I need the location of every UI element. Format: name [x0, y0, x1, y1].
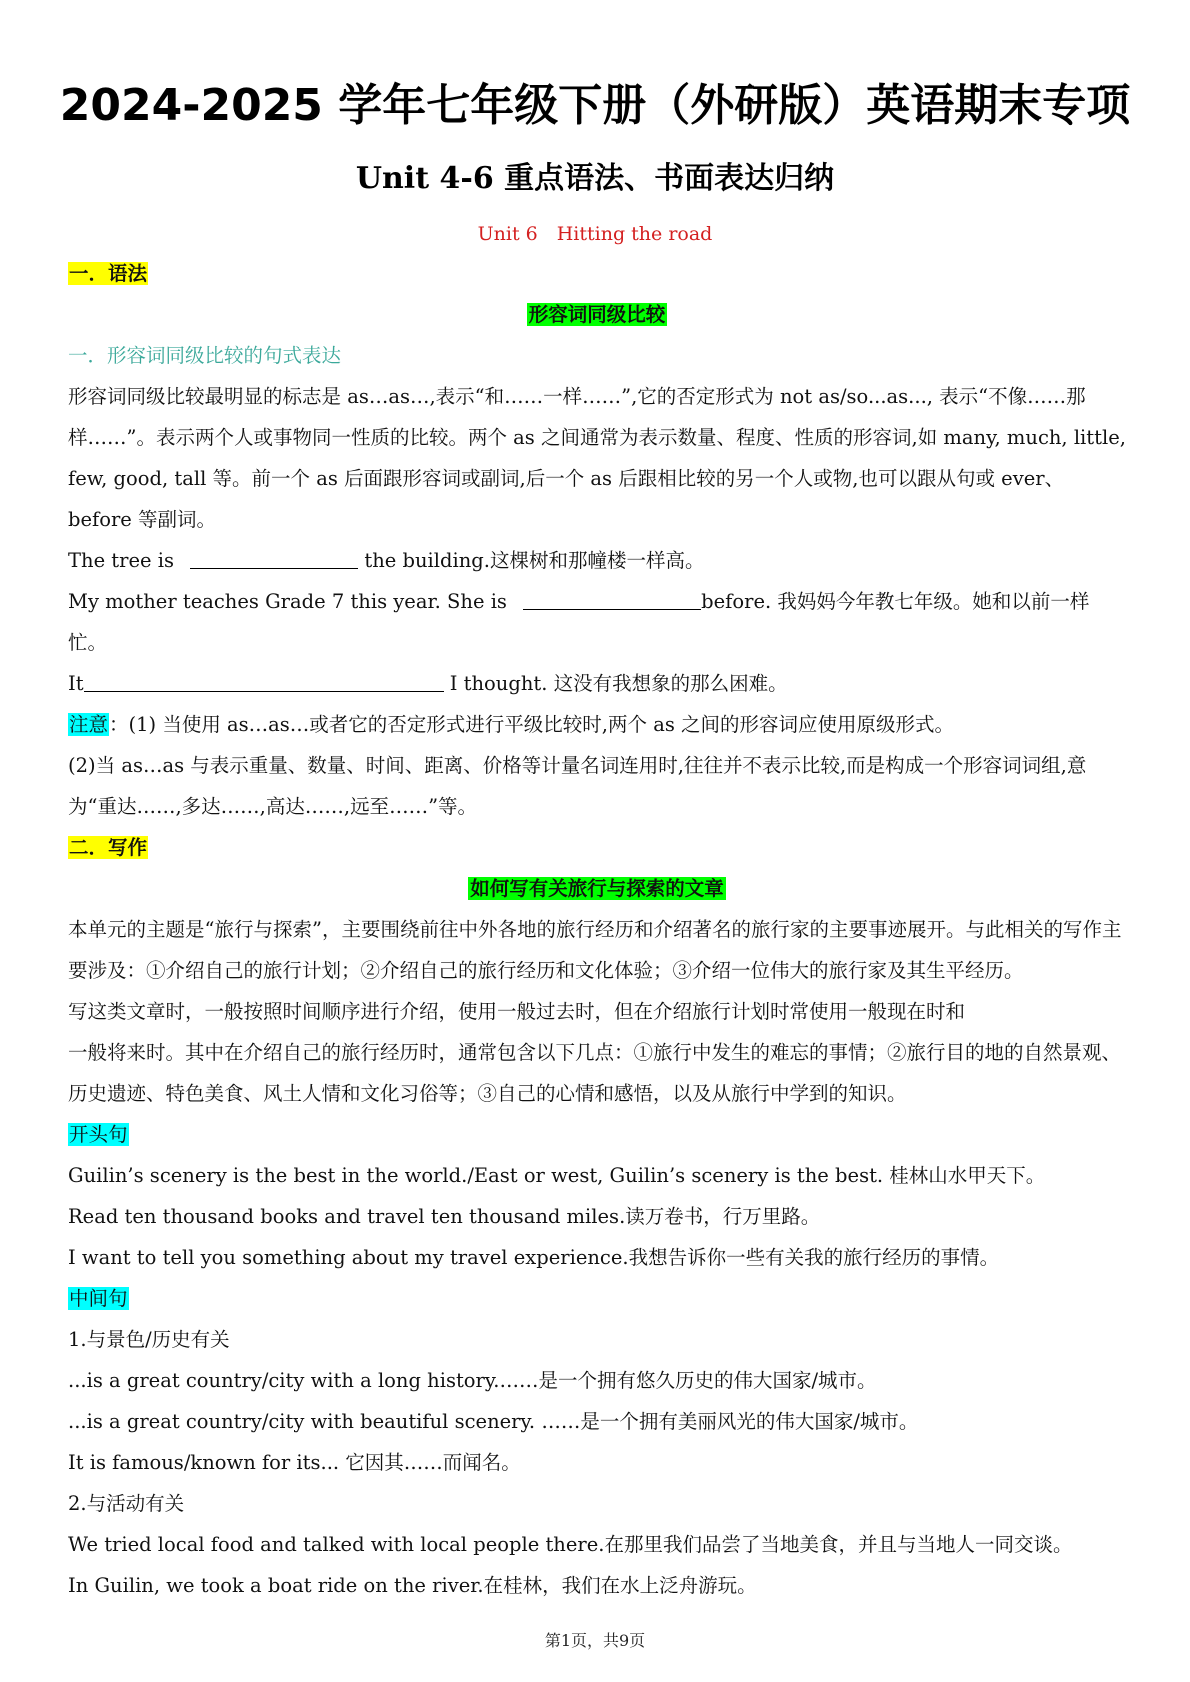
opening-sentence: I want to tell you something about my travel experience.我想告诉你一些有关我的旅行经历的事情。	[68, 1246, 1000, 1269]
opening-label: 开头句	[69, 1123, 128, 1146]
middle-sentence: ...is a great country/city with beautiful scenery. ……是一个拥有美丽风光的伟大国家/城市。	[68, 1410, 919, 1433]
grammar-sub-heading: 一．形容词同级比较的句式表达	[68, 344, 342, 367]
note-label: 注意	[69, 713, 109, 736]
writing-para-2-line-1: 写这类文章时，一般按照时间顺序进行介绍，使用一般过去时，但在介绍旅行计划时常使用一般现在时和	[68, 1000, 966, 1023]
example-sentence-2: My mother teaches Grade 7 this year. She is before. 我妈妈今年教七年级。她和以前一样忙。	[68, 590, 1090, 654]
grammar-note-1: 注意：(1) 当使用 as…as…或者它的否定形式进行平级比较时,两个 as 之间的形容词应使用原级形式。	[69, 713, 955, 736]
answer-blank	[84, 671, 444, 692]
middle-sentence: ...is a great country/city with a long history.……是一个拥有悠久历史的伟大国家/城市。	[68, 1369, 877, 1392]
example-sentence-1: The tree is the building.这棵树和那幢楼一样高。	[68, 549, 705, 572]
opening-sentence: Guilin’s scenery is the best in the world./East or west, Guilin’s scenery is the best. 桂林山水甲天下。	[68, 1164, 1046, 1187]
middle-sentence: In Guilin, we took a boat ride on the river.在桂林，我们在水上泛舟游玩。	[68, 1574, 757, 1597]
grammar-section-heading: 一．语法	[69, 262, 148, 285]
grammar-note-2: (2)当 as…as 与表示重量、数量、时间、距离、价格等计量名词连用时,往往并不表示比较,而是构成一个形容词词组,意为“重达……,多达……,高达……,远至……”等。	[68, 754, 1087, 818]
unit-label: Unit 6 Hitting the road	[477, 223, 713, 245]
writing-topic: 如何写有关旅行与探索的文章	[470, 877, 724, 900]
opening-sentence: Read ten thousand books and travel ten thousand miles.读万卷书，行万里路。	[68, 1205, 821, 1228]
grammar-intro: 形容词同级比较最明显的标志是 as…as…,表示“和……一样……”,它的否定形式为 not as/so...as..., 表示“不像……那样……”。表示两个人或事物同一性质的比较。两个 as 之间通常为表示数量、程度、性质的形容词,如 many, much, little, few, good, tall 等。前一个 as 后面跟形容词或副词,后一个 as 后跟相比较的另一个人或物,也可以跟从句或 ever、before 等副词。	[68, 385, 1126, 531]
document-subtitle: Unit 4-6 重点语法、书面表达归纳	[355, 161, 835, 196]
middle-group-title: 2.与活动有关	[68, 1492, 185, 1515]
middle-sentence: We tried local food and talked with local people there.在那里我们品尝了当地美食，并且与当地人一同交谈。	[68, 1533, 1073, 1556]
example-sentence-3: It I thought. 这没有我想象的那么困难。	[68, 672, 788, 695]
grammar-topic: 形容词同级比较	[528, 303, 666, 326]
middle-sentence: It is famous/known for its... 它因其……而闻名。	[68, 1451, 521, 1474]
document-title: 2024-2025 学年七年级下册（外研版）英语期末专项	[59, 80, 1131, 131]
page-number-footer: 第1页，共9页	[544, 1631, 646, 1650]
answer-blank	[523, 589, 701, 610]
writing-section-heading: 二．写作	[69, 836, 148, 859]
answer-blank	[190, 548, 358, 569]
middle-label: 中间句	[69, 1287, 128, 1310]
middle-group-title: 1.与景色/历史有关	[68, 1328, 230, 1351]
writing-para-1: 本单元的主题是“旅行与探索”，主要围绕前往中外各地的旅行经历和介绍著名的旅行家的主要事迹展开。与此相关的写作主要涉及：①介绍自己的旅行计划；②介绍自己的旅行经历和文化体验；③介绍一位伟大的旅行家及其生平经历。	[68, 918, 1122, 982]
writing-para-2-line-2: 一般将来时。其中在介绍自己的旅行经历时，通常包含以下几点：①旅行中发生的难忘的事情；②旅行目的地的自然景观、历史遗迹、特色美食、风土人情和文化习俗等；③自己的心情和感悟，以及从旅行中学到的知识。	[68, 1041, 1122, 1105]
document-body	[68, 253, 1126, 1606]
